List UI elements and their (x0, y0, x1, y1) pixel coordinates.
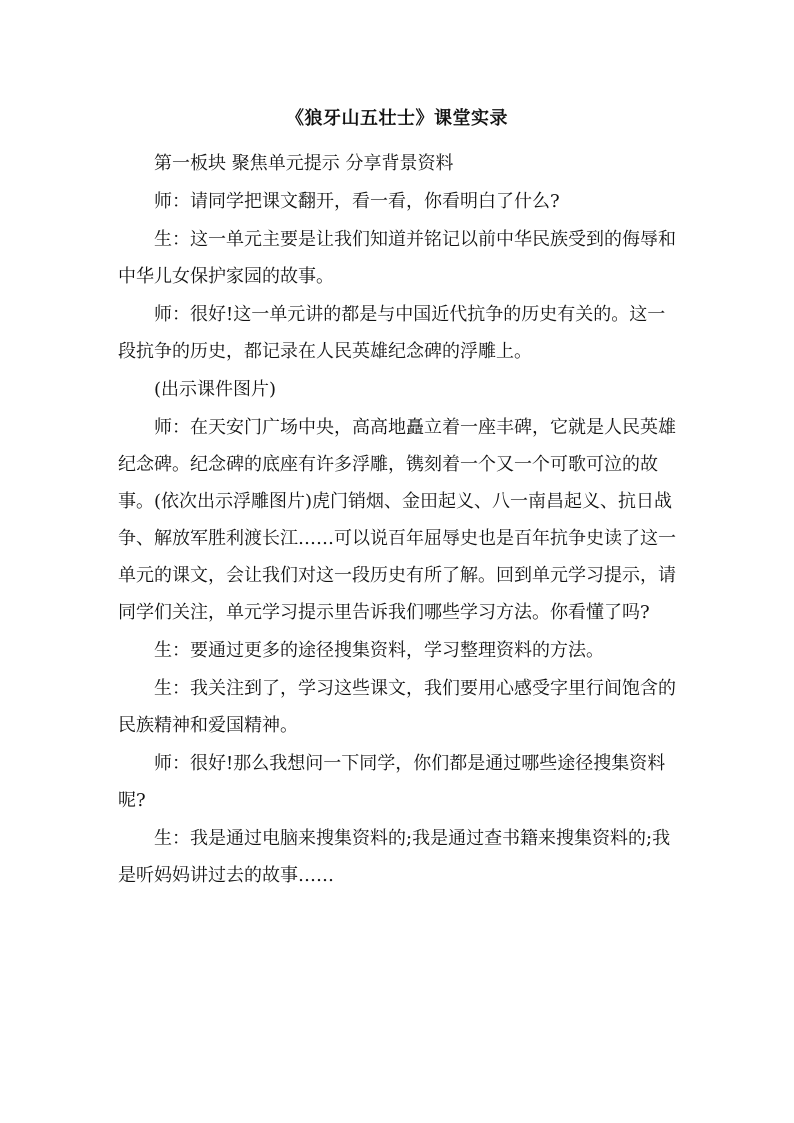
document-body (118, 145, 676, 895)
dialogue-paragraph: 生：这一单元主要是让我们知道并铭记以前中华民族受到的侮辱和中华儿女保护家园的故事。 (118, 229, 676, 287)
dialogue-paragraph: 生：我是通过电脑来搜集资料的;我是通过查书籍来搜集资料的;我是听妈妈讲过去的故事…… (118, 828, 671, 886)
document-title: 《狼牙山五壮士》课堂实录 (286, 108, 508, 129)
dialogue-paragraph: 师：很好!那么我想问一下同学，你们都是通过哪些途径搜集资料呢? (118, 753, 666, 811)
section-heading: 第一板块 聚焦单元提示 分享背景资料 (154, 153, 454, 174)
dialogue-paragraph: 生：要通过更多的途径搜集资料，学习整理资料的方法。 (154, 640, 604, 661)
stage-direction: (出示课件图片) (154, 379, 277, 400)
dialogue-paragraph: 师：在天安门广场中央，高高地矗立着一座丰碑，它就是人民英雄纪念碑。纪念碑的底座有许多浮雕，镌刻着一个又一个可歌可泣的故事。(依次出示浮雕图片)虎门销烟、金田起义、八一南昌起义、抗日战争、解放军胜利渡长江……可以说百年屈辱史也是百年抗争史读了这一单元的课文，会让我们对这一段历史有所了解。回到单元学习提示，请同学们关注，单元学习提示里告诉我们哪些学习方法。你看懂了吗? (118, 417, 676, 623)
dialogue-paragraph: 生：我关注到了，学习这些课文，我们要用心感受字里行间饱含的民族精神和爱国精神。 (118, 678, 676, 736)
dialogue-paragraph: 师：很好!这一单元讲的都是与中国近代抗争的历史有关的。这一段抗争的历史，都记录在人民英雄纪念碑的浮雕上。 (118, 304, 666, 362)
dialogue-paragraph: 师：请同学把课文翻开，看一看，你看明白了什么? (154, 191, 560, 212)
